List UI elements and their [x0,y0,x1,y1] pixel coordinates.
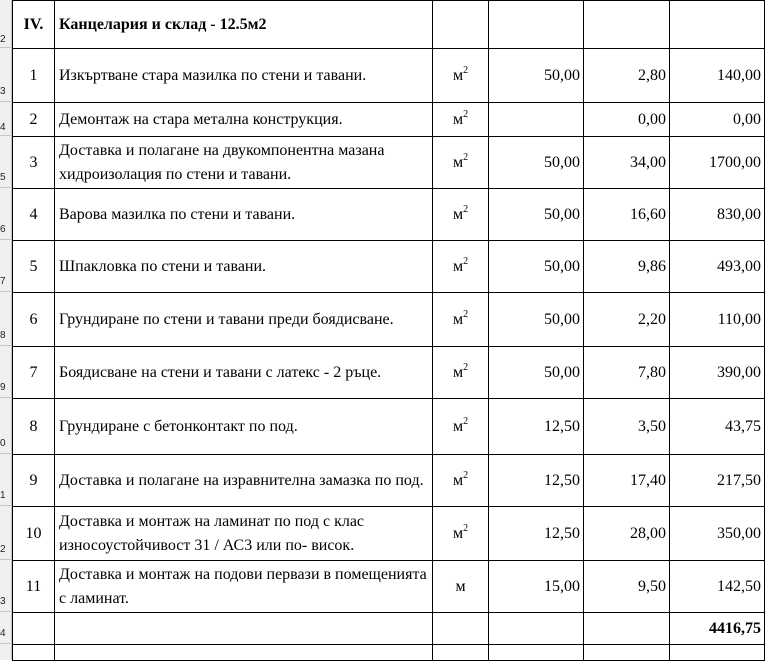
item-unit[interactable]: $м^2$ [433,189,489,241]
item-total[interactable]: 140,00 [670,49,765,103]
table-row [13,293,765,347]
table-row [13,561,765,613]
item-description[interactable]: Шпакловка по стени и тавани. [55,241,433,293]
item-unit[interactable]: $м^2$ [433,103,489,137]
item-quantity[interactable] [489,103,584,137]
empty-cell[interactable] [433,645,489,661]
item-unit[interactable]: $м^2$ [433,241,489,293]
item-number[interactable]: 11 [13,561,55,613]
item-quantity[interactable]: 12,50 [489,455,584,507]
item-number[interactable]: 3 [13,137,55,189]
empty-row [13,645,765,661]
item-total[interactable]: 217,50 [670,455,765,507]
item-total[interactable]: 142,50 [670,561,765,613]
item-quantity[interactable]: 50,00 [489,137,584,189]
table-row [13,455,765,507]
item-unit[interactable]: $м^2$ [433,137,489,189]
item-description[interactable]: Грундиране с бетонконтакт по под. [55,399,433,455]
item-total[interactable]: 830,00 [670,189,765,241]
row-number[interactable]: 2 [0,506,11,560]
item-description[interactable]: Доставка и полагане на двукомпонентна мазана хидроизолация по стени и тавани. [55,137,433,189]
item-price[interactable]: 17,40 [584,455,670,507]
item-total[interactable]: 110,00 [670,293,765,347]
item-unit[interactable]: $м^2$ [433,49,489,103]
empty-cell[interactable] [670,1,765,49]
row-number[interactable]: 6 [0,188,11,240]
empty-cell[interactable] [489,645,584,661]
item-price[interactable]: 2,80 [584,49,670,103]
table-row [13,347,765,399]
item-unit[interactable]: $м^2$ [433,455,489,507]
item-unit[interactable]: $м^2$ [433,399,489,455]
table-row [13,103,765,137]
empty-cell[interactable] [584,613,670,645]
row-number[interactable]: 0 [0,398,11,454]
empty-cell[interactable] [13,645,55,661]
item-price[interactable]: 0,00 [584,103,670,137]
item-quantity[interactable]: 50,00 [489,49,584,103]
grand-total-row [13,613,765,645]
item-total[interactable]: 493,00 [670,241,765,293]
empty-cell[interactable] [489,613,584,645]
item-description[interactable]: Изкъртване стара мазилка по стени и тавани. [55,49,433,103]
row-number[interactable]: 3 [0,48,11,102]
item-total[interactable]: 350,00 [670,507,765,561]
item-total[interactable]: 1700,00 [670,137,765,189]
row-number[interactable]: 1 [0,454,11,506]
empty-cell[interactable] [584,645,670,661]
item-price[interactable]: 16,60 [584,189,670,241]
empty-cell[interactable] [433,613,489,645]
item-description[interactable]: Варова мазилка по стени и тавани. [55,189,433,241]
item-price[interactable]: 2,20 [584,293,670,347]
row-header-column [0,0,12,660]
empty-cell[interactable] [55,613,433,645]
item-price[interactable]: 9,86 [584,241,670,293]
item-quantity[interactable]: 12,50 [489,507,584,561]
item-number[interactable]: 6 [13,293,55,347]
item-number[interactable]: 7 [13,347,55,399]
section-title[interactable]: Канцелария и склад - 12.5м2 [55,1,433,49]
item-unit[interactable]: $м^2$ [433,347,489,399]
item-price[interactable]: 9,50 [584,561,670,613]
item-number[interactable]: 10 [13,507,55,561]
item-unit[interactable]: $м^2$ [433,293,489,347]
item-number[interactable]: 1 [13,49,55,103]
item-number[interactable]: 9 [13,455,55,507]
row-number[interactable]: 4 [0,612,11,644]
empty-cell[interactable] [55,645,433,661]
empty-cell[interactable] [670,645,765,661]
item-unit[interactable]: $м^2$ [433,507,489,561]
section-number[interactable]: IV. [13,1,55,49]
table-row [13,399,765,455]
item-quantity[interactable]: 15,00 [489,561,584,613]
item-total[interactable]: 0,00 [670,103,765,137]
item-description[interactable]: Доставка и монтаж на ламинат по под с клас износоустойчивост 31 / АС3 или по- висок. [55,507,433,561]
item-number[interactable]: 4 [13,189,55,241]
table-row [13,49,765,103]
table-row [13,189,765,241]
item-quantity[interactable]: 12,50 [489,399,584,455]
item-description[interactable]: Доставка и полагане на изравнителна замазка по под. [55,455,433,507]
item-price[interactable]: 7,80 [584,347,670,399]
item-description[interactable]: Грундиране по стени и тавани преди боядисване. [55,293,433,347]
empty-cell[interactable] [433,1,489,49]
item-quantity[interactable]: 50,00 [489,241,584,293]
row-number[interactable]: 7 [0,240,11,292]
table-row [13,507,765,561]
row-number[interactable]: 9 [0,346,11,398]
table-row [13,241,765,293]
empty-cell[interactable] [13,613,55,645]
item-quantity[interactable]: 50,00 [489,189,584,241]
item-unit[interactable]: м [433,561,489,613]
empty-cell[interactable] [489,1,584,49]
item-price[interactable]: 34,00 [584,137,670,189]
row-number[interactable]: 5 [0,136,11,188]
item-quantity[interactable]: 50,00 [489,293,584,347]
item-description[interactable]: Демонтаж на стара метална конструкция. [55,103,433,137]
empty-cell[interactable] [584,1,670,49]
estimate-table [12,0,765,661]
item-description[interactable]: Доставка и монтаж на подови первази в помещенията с ламинат. [55,561,433,613]
row-number[interactable]: 3 [0,560,11,612]
item-number[interactable]: 8 [13,399,55,455]
row-number[interactable]: 2 [0,0,11,48]
item-total[interactable]: 43,75 [670,399,765,455]
table-row [13,137,765,189]
item-number[interactable]: 2 [13,103,55,137]
item-price[interactable]: 3,50 [584,399,670,455]
item-number[interactable]: 5 [13,241,55,293]
item-quantity[interactable]: 50,00 [489,347,584,399]
row-number[interactable]: 8 [0,292,11,346]
section-header-row [13,1,765,49]
row-number[interactable]: 4 [0,102,11,136]
item-description[interactable]: Боядисване на стени и тавани с латекс - 2 ръце. [55,347,433,399]
grand-total[interactable]: 4416,75 [670,613,765,645]
item-price[interactable]: 28,00 [584,507,670,561]
item-total[interactable]: 390,00 [670,347,765,399]
